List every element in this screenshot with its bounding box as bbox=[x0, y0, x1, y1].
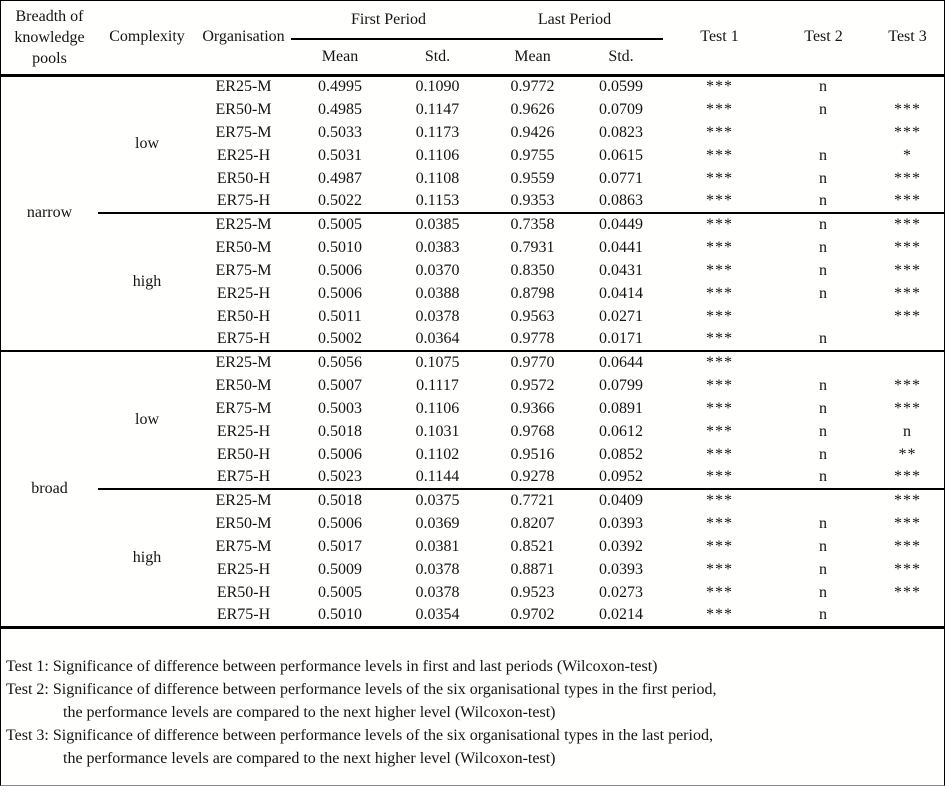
cell-test2: n bbox=[819, 169, 829, 187]
header-test1: Test 1 bbox=[700, 28, 739, 46]
cell-lp-std: 0.0431 bbox=[599, 261, 643, 279]
cell-lp-mean: 0.8871 bbox=[510, 560, 555, 578]
cell-test3: *** bbox=[894, 537, 922, 555]
table-row bbox=[1, 75, 944, 98]
cell-test3: *** bbox=[894, 100, 922, 118]
cell-org: ER50-M bbox=[215, 238, 272, 256]
cell-test3: *** bbox=[894, 583, 922, 601]
cell-test3 bbox=[871, 351, 944, 374]
cell-test1: *** bbox=[706, 192, 734, 209]
cell-org: ER50-M bbox=[215, 514, 272, 532]
table-row bbox=[1, 489, 944, 512]
cell-fp-mean: 0.5023 bbox=[318, 468, 362, 485]
cell-lp-std: 0.0441 bbox=[599, 238, 643, 256]
cell-test2: n bbox=[819, 514, 829, 532]
cell-test2: n bbox=[819, 146, 829, 164]
cell-test2: n bbox=[819, 537, 829, 555]
footnote-test2-line1: Test 2: Significance of difference between performance levels of the six organisational types in the first period, bbox=[6, 680, 717, 698]
cell-breadth: narrow bbox=[26, 204, 73, 222]
cell-fp-std: 0.0385 bbox=[389, 213, 486, 236]
cell-test3: *** bbox=[894, 307, 922, 325]
cell-test2 bbox=[776, 351, 871, 374]
cell-test1: *** bbox=[706, 583, 734, 601]
cell-complexity: low bbox=[98, 351, 196, 489]
cell-test3: *** bbox=[894, 261, 922, 279]
cell-test2: n bbox=[819, 605, 829, 623]
cell-test1: *** bbox=[706, 560, 734, 578]
cell-lp-mean: 0.8798 bbox=[510, 284, 555, 302]
cell-org: ER75-M bbox=[215, 537, 272, 555]
cell-fp-std: 0.0354 bbox=[415, 605, 460, 623]
cell-org: ER75-H bbox=[216, 468, 271, 485]
header-row-top bbox=[1, 1, 944, 39]
cell-test3: *** bbox=[894, 192, 922, 209]
cell-fp-std: 0.1075 bbox=[389, 351, 486, 374]
header-last-std: Std. bbox=[608, 47, 634, 65]
cell-lp-std: 0.0615 bbox=[599, 146, 643, 164]
cell-fp-mean: 0.5031 bbox=[318, 146, 362, 164]
cell-lp-mean: 0.9523 bbox=[510, 583, 555, 601]
cell-test2: n bbox=[819, 78, 829, 96]
cell-test3: *** bbox=[894, 238, 922, 256]
results-table bbox=[1, 1, 944, 629]
cell-lp-std: 0.0612 bbox=[599, 422, 643, 440]
footnote-test3-line1: Test 3: Significance of difference between performance levels of the six organisational types in the last period, bbox=[6, 726, 713, 744]
cell-org: ER25-M bbox=[215, 78, 272, 96]
cell-lp-std: 0.0852 bbox=[599, 445, 643, 463]
cell-org: ER75-M bbox=[215, 261, 272, 279]
cell-org: ER50-H bbox=[216, 169, 271, 187]
cell-lp-std: 0.0393 bbox=[599, 514, 643, 532]
cell-fp-std: 0.0378 bbox=[415, 307, 460, 325]
cell-org: ER25-H bbox=[216, 560, 271, 578]
cell-lp-mean: 0.7721 bbox=[486, 489, 579, 512]
header-complexity: Complexity bbox=[109, 28, 185, 46]
cell-test1: *** bbox=[706, 537, 734, 555]
cell-test3: *** bbox=[894, 468, 922, 485]
cell-test2: n bbox=[819, 399, 829, 417]
cell-org: ER75-H bbox=[216, 605, 271, 623]
cell-fp-std: 0.1108 bbox=[415, 169, 460, 187]
cell-test1: *** bbox=[706, 146, 734, 164]
cell-test1: *** bbox=[706, 399, 734, 417]
cell-test2: n bbox=[819, 560, 829, 578]
cell-test1: *** bbox=[706, 422, 734, 440]
cell-lp-mean: 0.9426 bbox=[510, 123, 555, 141]
cell-fp-mean: 0.5002 bbox=[318, 330, 362, 347]
cell-lp-std: 0.0891 bbox=[599, 399, 643, 417]
cell-lp-std: 0.0771 bbox=[599, 169, 643, 187]
cell-test1: *** bbox=[706, 307, 734, 325]
cell-fp-std: 0.0378 bbox=[415, 560, 460, 578]
cell-test1: *** bbox=[706, 100, 734, 118]
cell-org: ER25-H bbox=[216, 422, 271, 440]
cell-fp-std: 0.0381 bbox=[415, 537, 460, 555]
cell-test1: *** bbox=[706, 468, 734, 485]
cell-fp-mean: 0.5006 bbox=[318, 445, 362, 463]
footnote-test3-line2: the performance levels are compared to the next higher level (Wilcoxon-test) bbox=[63, 749, 556, 767]
cell-fp-mean: 0.5005 bbox=[318, 583, 362, 601]
cell-fp-std: 0.1102 bbox=[415, 445, 460, 463]
cell-test3: *** bbox=[894, 514, 922, 532]
cell-fp-mean: 0.5009 bbox=[318, 560, 362, 578]
cell-lp-std: 0.0823 bbox=[599, 123, 643, 141]
cell-lp-std: 0.0863 bbox=[599, 192, 643, 209]
header-first-period: First Period bbox=[291, 1, 486, 39]
cell-test2: n bbox=[819, 468, 829, 485]
cell-test3: *** bbox=[894, 123, 922, 141]
cell-test3: *** bbox=[894, 284, 922, 302]
cell-test1: *** bbox=[706, 330, 734, 347]
cell-test3: *** bbox=[894, 560, 922, 578]
cell-test2: n bbox=[819, 330, 829, 347]
cell-lp-mean: 0.9366 bbox=[510, 399, 555, 417]
cell-fp-std: 0.0383 bbox=[415, 238, 460, 256]
cell-lp-std: 0.0952 bbox=[599, 468, 643, 485]
header-first-mean: Mean bbox=[321, 47, 359, 65]
cell-test1: *** bbox=[706, 169, 734, 187]
header-last-mean: Mean bbox=[514, 47, 551, 65]
cell-org: ER25-M bbox=[196, 351, 291, 374]
cell-test2: n bbox=[776, 213, 871, 236]
cell-test3: *** bbox=[894, 376, 922, 394]
cell-test3: *** bbox=[871, 213, 944, 236]
cell-fp-std: 0.0378 bbox=[415, 583, 460, 601]
cell-test2 bbox=[776, 489, 871, 512]
cell-test3: n bbox=[903, 422, 913, 440]
cell-fp-mean: 0.5017 bbox=[318, 537, 362, 555]
cell-lp-mean: 0.9516 bbox=[510, 445, 555, 463]
cell-test2 bbox=[776, 305, 871, 328]
cell-org: ER50-H bbox=[216, 583, 271, 601]
cell-fp-std: 0.1173 bbox=[415, 123, 460, 141]
cell-org: ER25-M bbox=[196, 213, 291, 236]
cell-test3 bbox=[871, 604, 944, 627]
cell-fp-std: 0.1090 bbox=[415, 78, 460, 96]
cell-fp-mean: 0.4995 bbox=[318, 78, 362, 96]
cell-fp-std: 0.1106 bbox=[415, 399, 460, 417]
header-first-std: Std. bbox=[424, 47, 451, 65]
cell-org: ER75-H bbox=[216, 192, 271, 209]
cell-test1: *** bbox=[706, 78, 734, 96]
cell-org: ER25-H bbox=[216, 146, 271, 164]
cell-org: ER75-M bbox=[215, 123, 272, 141]
cell-org: ER75-M bbox=[215, 399, 272, 417]
cell-breadth: broad bbox=[1, 351, 98, 627]
cell-fp-std: 0.0364 bbox=[415, 330, 460, 347]
cell-lp-mean: 0.9778 bbox=[510, 330, 555, 347]
cell-lp-mean: 0.7358 bbox=[486, 213, 579, 236]
cell-test2: n bbox=[819, 583, 829, 601]
cell-fp-std: 0.1117 bbox=[416, 376, 459, 394]
cell-test3: *** bbox=[894, 169, 922, 187]
cell-lp-mean: 0.9278 bbox=[510, 468, 555, 485]
cell-fp-mean: 0.5010 bbox=[318, 605, 362, 623]
cell-complexity: high bbox=[98, 489, 196, 627]
cell-test1: *** bbox=[706, 605, 734, 623]
cell-lp-std: 0.0392 bbox=[599, 537, 643, 555]
cell-lp-std: 0.0449 bbox=[579, 213, 663, 236]
cell-org: ER50-H bbox=[216, 307, 271, 325]
cell-org: ER25-H bbox=[216, 284, 271, 302]
cell-test1: *** bbox=[706, 284, 734, 302]
cell-lp-mean: 0.8521 bbox=[510, 537, 555, 555]
cell-test3: * bbox=[903, 146, 913, 164]
cell-fp-std: 0.0369 bbox=[415, 514, 460, 532]
cell-lp-std: 0.0644 bbox=[579, 351, 663, 374]
cell-lp-std: 0.0393 bbox=[599, 560, 643, 578]
cell-lp-std: 0.0271 bbox=[599, 307, 643, 325]
cell-org: ER50-M bbox=[215, 376, 272, 394]
cell-test3 bbox=[871, 75, 944, 98]
footnotes bbox=[1, 629, 944, 770]
cell-lp-mean: 0.9755 bbox=[510, 146, 555, 164]
cell-lp-mean: 0.9353 bbox=[510, 192, 555, 209]
cell-test2: n bbox=[819, 192, 829, 209]
cell-lp-mean: 0.8207 bbox=[510, 514, 555, 532]
cell-test1: *** bbox=[663, 351, 776, 374]
cell-fp-mean: 0.5011 bbox=[318, 307, 362, 325]
cell-lp-mean: 0.9770 bbox=[486, 351, 579, 374]
cell-lp-std: 0.0799 bbox=[599, 376, 643, 394]
cell-test1: *** bbox=[663, 213, 776, 236]
table-body bbox=[1, 75, 944, 627]
header-test2: Test 2 bbox=[804, 28, 843, 46]
cell-test2: n bbox=[819, 238, 829, 256]
cell-org: ER50-M bbox=[215, 100, 272, 118]
cell-fp-std: 0.1147 bbox=[415, 100, 460, 118]
table-row bbox=[1, 351, 944, 374]
cell-test2: n bbox=[819, 445, 829, 463]
header-last-period: Last Period bbox=[486, 1, 663, 39]
cell-org: ER75-H bbox=[216, 330, 271, 347]
cell-fp-mean: 0.5018 bbox=[318, 422, 362, 440]
cell-fp-mean: 0.5005 bbox=[291, 213, 389, 236]
cell-test1: *** bbox=[706, 376, 734, 394]
cell-test2: n bbox=[819, 284, 829, 302]
cell-lp-mean: 0.9768 bbox=[510, 422, 555, 440]
cell-fp-std: 0.0388 bbox=[415, 284, 460, 302]
cell-lp-mean: 0.9772 bbox=[510, 78, 555, 96]
cell-fp-mean: 0.5006 bbox=[318, 284, 362, 302]
cell-fp-mean: 0.5033 bbox=[318, 123, 362, 141]
cell-fp-mean: 0.5006 bbox=[318, 261, 362, 279]
cell-lp-mean: 0.7931 bbox=[510, 238, 555, 256]
cell-fp-std: 0.1144 bbox=[415, 468, 460, 485]
cell-fp-mean: 0.5006 bbox=[318, 514, 362, 532]
cell-fp-std: 0.1106 bbox=[415, 146, 460, 164]
cell-org: ER25-M bbox=[196, 489, 291, 512]
cell-test1: *** bbox=[706, 514, 734, 532]
table-header bbox=[1, 1, 944, 75]
cell-test3 bbox=[871, 328, 944, 351]
cell-test2: n bbox=[819, 100, 829, 118]
footnote-test1: Test 1: Significance of difference between performance levels in first and last periods (Wilcoxon-test) bbox=[6, 657, 658, 675]
cell-fp-mean: 0.5056 bbox=[291, 351, 389, 374]
header-breadth: Breadth of knowledge pools bbox=[14, 7, 85, 67]
cell-test2: n bbox=[819, 422, 829, 440]
header-test3: Test 3 bbox=[888, 28, 927, 46]
cell-fp-mean: 0.4987 bbox=[318, 169, 362, 187]
cell-lp-std: 0.0599 bbox=[599, 78, 643, 96]
cell-lp-mean: 0.9626 bbox=[510, 100, 555, 118]
cell-lp-std: 0.0171 bbox=[599, 330, 643, 347]
cell-fp-mean: 0.5003 bbox=[318, 399, 362, 417]
cell-test1: *** bbox=[706, 123, 734, 141]
cell-test3: *** bbox=[871, 489, 944, 512]
cell-fp-std: 0.1031 bbox=[415, 422, 460, 440]
cell-test1: *** bbox=[706, 238, 734, 256]
cell-fp-mean: 0.5007 bbox=[318, 376, 362, 394]
cell-lp-mean: 0.9559 bbox=[510, 169, 555, 187]
cell-lp-std: 0.0273 bbox=[599, 583, 643, 601]
cell-lp-mean: 0.9563 bbox=[510, 307, 555, 325]
cell-fp-std: 0.1153 bbox=[415, 192, 460, 209]
cell-lp-std: 0.0709 bbox=[599, 100, 643, 118]
cell-lp-std: 0.0414 bbox=[599, 284, 643, 302]
cell-test3: *** bbox=[894, 399, 922, 417]
cell-test2: n bbox=[819, 376, 829, 394]
cell-test1: *** bbox=[663, 489, 776, 512]
cell-complexity: low bbox=[135, 135, 159, 153]
cell-lp-mean: 0.9702 bbox=[510, 605, 555, 623]
cell-fp-mean: 0.5022 bbox=[318, 192, 362, 209]
cell-fp-mean: 0.5018 bbox=[291, 489, 389, 512]
cell-fp-std: 0.0370 bbox=[415, 261, 460, 279]
cell-lp-mean: 0.8350 bbox=[510, 261, 555, 279]
cell-fp-mean: 0.4985 bbox=[318, 100, 362, 118]
cell-org: ER50-H bbox=[216, 445, 271, 463]
cell-lp-mean: 0.9572 bbox=[510, 376, 555, 394]
header-organisation: Organisation bbox=[202, 28, 285, 46]
cell-test2: n bbox=[819, 261, 829, 279]
cell-lp-std: 0.0409 bbox=[579, 489, 663, 512]
cell-test1: *** bbox=[706, 445, 734, 463]
cell-test3: ** bbox=[898, 445, 917, 463]
cell-lp-std: 0.0214 bbox=[599, 605, 643, 623]
cell-complexity: high bbox=[98, 213, 196, 351]
footnote-test2-line2: the performance levels are compared to the next higher level (Wilcoxon-test) bbox=[63, 703, 556, 721]
cell-test2 bbox=[776, 121, 871, 144]
cell-test1: *** bbox=[706, 261, 734, 279]
cell-fp-std: 0.0375 bbox=[389, 489, 486, 512]
table-row bbox=[1, 213, 944, 236]
cell-fp-mean: 0.5010 bbox=[318, 238, 362, 256]
